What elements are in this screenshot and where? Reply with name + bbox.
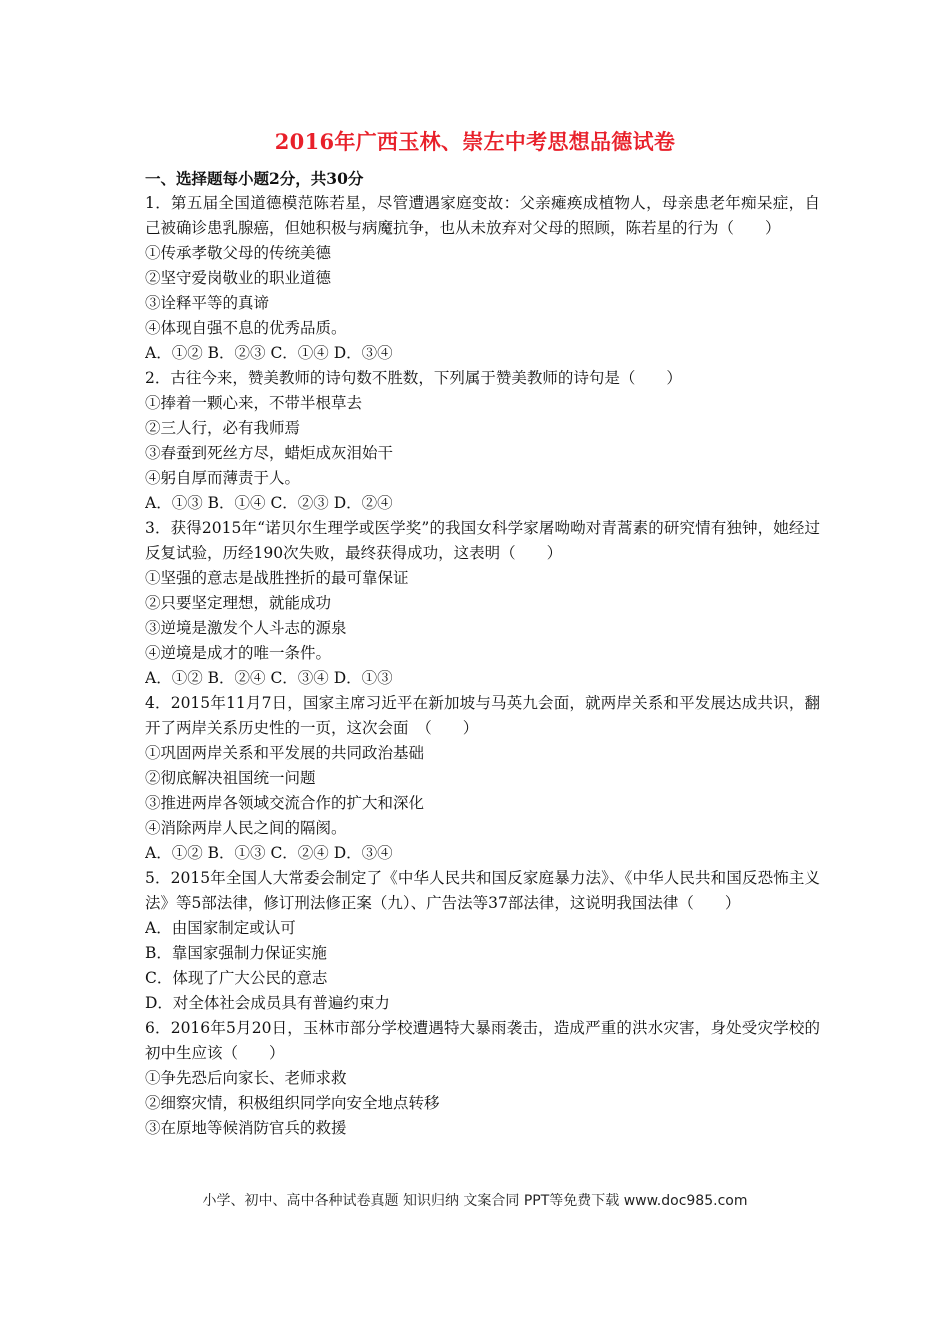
page-footer: 小学、初中、高中各种试卷真题 知识归纳 文案合同 PPT等免费下载 www.doc985.com (202, 1193, 748, 1209)
question-stem: 6．2016年5月20日，玉林市部分学校遭遇特大暴雨袭击，造成严重的洪水灾害，身处受灾学校的初中生应该（ ） (145, 1019, 820, 1062)
answer-option-d: D．对全体社会成员具有普遍约束力 (145, 994, 390, 1012)
answer-option-a: A．由国家制定或认可 (145, 919, 296, 937)
question-option: ①争先恐后向家长、老师求救 (145, 1069, 347, 1087)
question-option: ④躬自厚而薄责于人。 (145, 469, 301, 487)
question-option: ④消除两岸人民之间的隔阂。 (145, 819, 347, 837)
question-option: ③逆境是激发个人斗志的源泉 (145, 619, 347, 637)
question-option: ③春蚕到死丝方尽，蜡炬成灰泪始干 (145, 444, 394, 462)
question-option: ②细察灾情，积极组织同学向安全地点转移 (145, 1094, 440, 1112)
answer-option-c: C．体现了广大公民的意志 (145, 969, 328, 987)
question-option: ①捧着一颗心来，不带半根草去 (145, 394, 363, 412)
answer-choices: A．①② B．②③ C．①④ D．③④ (145, 344, 393, 362)
question-option: ③诠释平等的真谛 (145, 294, 270, 312)
question-stem: 4．2015年11月7日，国家主席习近平在新加坡与马英九会面，就两岸关系和平发展达成共识，翻开了两岸关系历史性的一页，这次会面 （ ） (145, 694, 820, 737)
question-option: ③在原地等候消防官兵的救援 (145, 1119, 347, 1137)
question-stem: 2．古往今来，赞美教师的诗句数不胜数，下列属于赞美教师的诗句是（ ） (145, 369, 682, 387)
question-3 (145, 516, 820, 691)
answer-choices: A．①③ B．①④ C．②③ D．②④ (145, 494, 393, 512)
answer-choices: A．①② B．①③ C．②④ D．③④ (145, 844, 393, 862)
question-option: ④逆境是成才的唯一条件。 (145, 644, 332, 662)
questions-list (145, 191, 820, 1141)
answer-choices: A．①② B．②④ C．③④ D．①③ (145, 669, 393, 687)
question-4 (145, 691, 820, 866)
question-stem: 3．获得2015年“诺贝尔生理学或医学奖”的我国女科学家屠呦呦对青蒿素的研究情有独钟，她经过反复试验，历经190次失败，最终获得成功，这表明（ ） (145, 519, 820, 562)
question-5 (145, 866, 820, 1016)
question-2 (145, 366, 820, 516)
question-option: ①坚强的意志是战胜挫折的最可靠保证 (145, 569, 409, 587)
question-option: ③推进两岸各领域交流合作的扩大和深化 (145, 794, 425, 812)
question-option: ④体现自强不息的优秀品质。 (145, 319, 347, 337)
question-option: ②三人行，必有我师焉 (145, 419, 301, 437)
section-heading: 一、选择题每小题2分，共30分 (145, 169, 364, 188)
document-title: 2016年广西玉林、崇左中考思想品德试卷 (274, 129, 676, 154)
question-option: ②坚守爱岗敬业的职业道德 (145, 269, 332, 287)
question-6 (145, 1016, 820, 1141)
question-option: ①传承孝敬父母的传统美德 (145, 244, 332, 262)
question-option: ①巩固两岸关系和平发展的共同政治基础 (145, 744, 425, 762)
question-stem: 1．第五届全国道德模范陈若星，尽管遭遇家庭变故：父亲瘫痪成植物人，母亲患老年痴呆症，自己被确诊患乳腺癌，但她积极与病魔抗争，也从未放弃对父母的照顾，陈若星的行为（ ） (145, 194, 820, 237)
question-1 (145, 191, 820, 366)
question-stem: 5．2015年全国人大常委会制定了《中华人民共和国反家庭暴力法》、《中华人民共和国反恐怖主义法》等5部法律，修订刑法修正案（九）、广告法等37部法律，这说明我国法律（ ） (145, 869, 820, 912)
question-option: ②只要坚定理想，就能成功 (145, 594, 332, 612)
question-option: ②彻底解决祖国统一问题 (145, 769, 316, 787)
answer-option-b: B．靠国家强制力保证实施 (145, 944, 327, 962)
